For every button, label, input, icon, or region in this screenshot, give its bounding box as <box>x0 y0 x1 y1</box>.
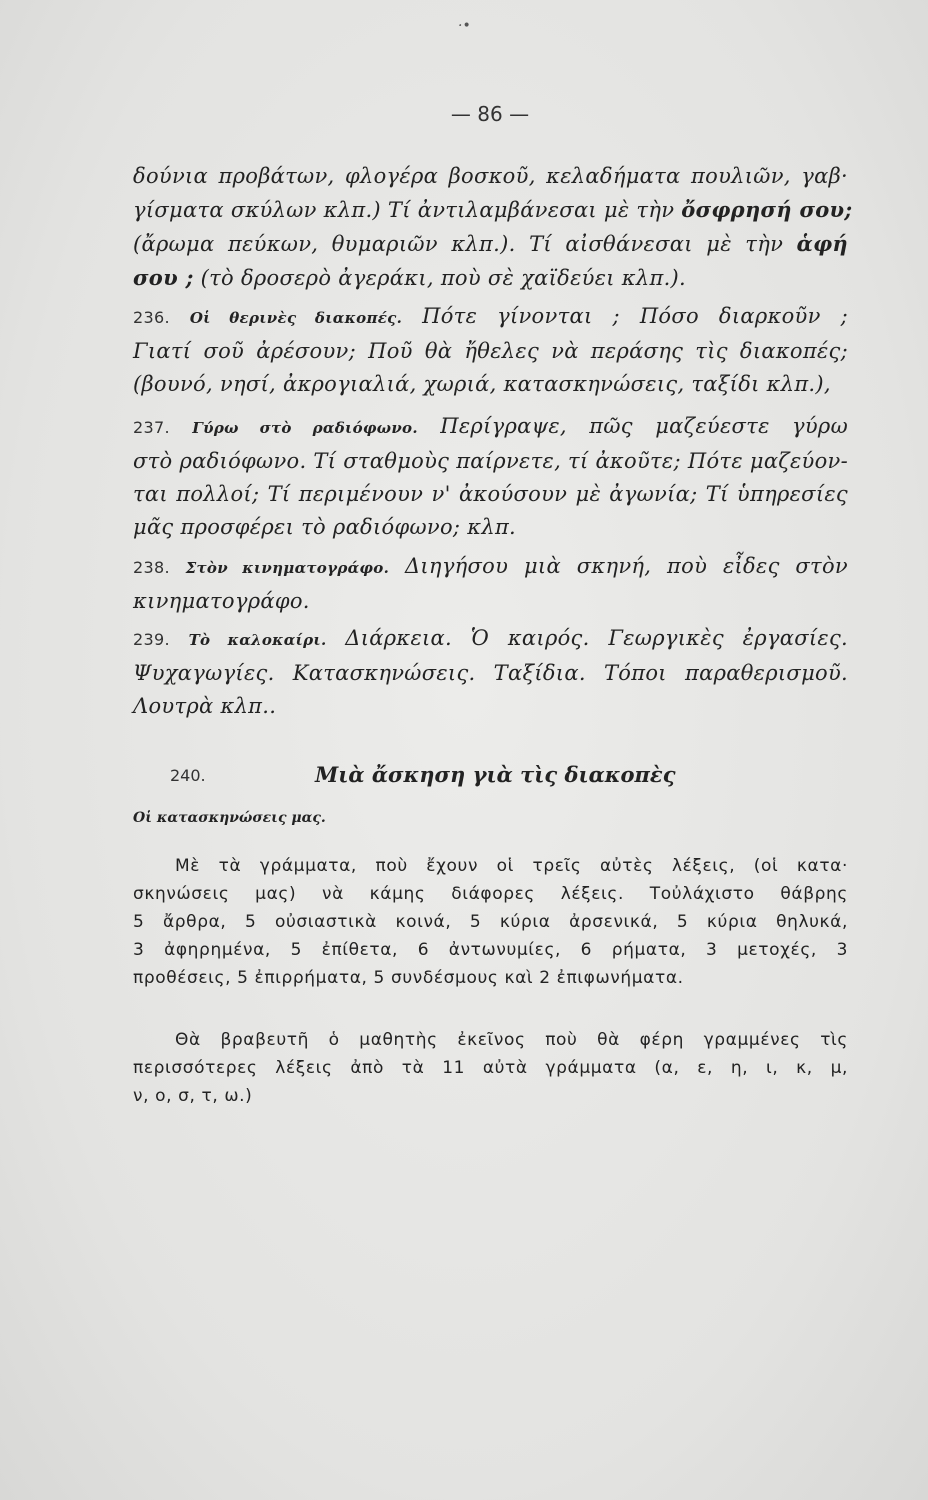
exercise-line: προθέσεις, 5 ἐπιρρήματα, 5 συνδέσμους καὶ 2 ἐπιφωνήματα. <box>133 968 684 988</box>
exercise-subtitle: Οἱ κατασκηνώσεις μας. <box>133 810 326 826</box>
intro-line: σου ; (τὸ δροσερὸ ἀγεράκι, ποὺ σὲ χαϊδεύει κλπ.). <box>133 265 687 290</box>
exercise-line: 3 ἀφηρημένα, 5 ἐπίθετα, 6 ἀντωνυμίες, 6 ρήματα, 3 μετοχές, 3 <box>133 940 848 960</box>
exercise-title: Μιὰ ἄσκηση γιὰ τὶς διακοπὲς <box>315 762 676 787</box>
exercise-paragraph-1 <box>133 852 848 992</box>
exercise-number: 240. <box>170 766 206 785</box>
top-mark: ·• <box>458 18 471 34</box>
exercise-line: περισσότερες λέξεις ἀπὸ τὰ 11 αὐτὰ γράμματα (α, ε, η, ι, κ, μ, <box>133 1058 848 1078</box>
item-line: μᾶς προσφέρει τὸ ραδιόφωνο; κλπ. <box>133 515 517 539</box>
exercise-paragraph-2 <box>133 1026 848 1110</box>
exercise-line: 5 ἄρθρα, 5 οὐσιαστικὰ κοινά, 5 κύρια ἀρσενικά, 5 κύρια θηλυκά, <box>133 912 848 932</box>
item-236: 236. Οἱ θερινὲς διακοπές. Πότε γίνονται ; Πόσο διαρκοῦν ; Γιατί σοῦ ἀρέσουν; Ποῦ θὰ ἤθελες νὰ περάσης τὶς διακοπές; (βουνό, νησί, ἀκρογιαλιά, χωριά, κατασκηνώσεις, ταξίδι κλπ.), <box>133 300 848 401</box>
exercise-line: Μὲ τὰ γράμματα, ποὺ ἔχουν οἱ τρεῖς αὐτὲς λέξεις, (οἱ κατα· <box>175 856 848 876</box>
item-line: Ψυχαγωγίες. Κατασκηνώσεις. Ταξίδια. Τόποι παραθερισμοῦ. <box>133 661 848 685</box>
item-237: 237. Γύρω στὸ ραδιόφωνο. Περίγραψε, πῶς μαζεύεστε γύρω στὸ ραδιόφωνο. Τί σταθμοὺς παίρνετε, τί ἀκοῦτε; Πότε μαζεύον- ται πολλοί; Τί περιμένουν ν' ἀκούσουν μὲ ἀγωνία; Τί ὑπηρεσίες μᾶς προσφέρει τὸ ραδιόφωνο; κλπ. <box>133 410 848 544</box>
bold-term: ἁφή <box>796 231 848 256</box>
exercise-header <box>170 762 770 787</box>
item-line: (βουνό, νησί, ἀκρογιαλιά, χωριά, κατασκηνώσεις, ταξίδι κλπ.), <box>133 372 831 396</box>
intro-paragraph <box>133 160 853 295</box>
intro-line: δούνια προβάτων, φλογέρα βοσκοῦ, κελαδήματα πουλιῶν, γαβ· <box>133 164 848 188</box>
item-heading: Γύρω στὸ ραδιόφωνο. <box>192 419 418 437</box>
item-line: στὸ ραδιόφωνο. Τί σταθμοὺς παίρνετε, τί ἀκοῦτε; Πότε μαζεύον- <box>133 449 849 473</box>
bold-term: σου ; <box>133 265 194 290</box>
item-238: 238. Στὸν κινηματογράφο. Διηγήσου μιὰ σκηνή, ποὺ εἶδες στὸν κινηματογράφο. <box>133 550 848 618</box>
item-line: Λουτρὰ κλπ.. <box>133 694 277 718</box>
item-line: κινηματογράφο. <box>133 589 310 613</box>
item-heading: Τὸ καλοκαίρι. <box>188 631 327 649</box>
bold-term: ὄσφρησή σου; <box>681 197 853 222</box>
item-number: 239. <box>133 630 170 649</box>
item-heading: Στὸν κινηματογράφο. <box>185 559 390 577</box>
item-number: 237. <box>133 418 170 437</box>
item-line: ται πολλοί; Τί περιμένουν ν' ἀκούσουν μὲ ἀγωνία; Τί ὑπηρεσίες <box>133 482 848 506</box>
item-number: 236. <box>133 308 170 327</box>
exercise-line: Θὰ βραβευτῆ ὁ μαθητὴς ἐκεῖνος ποὺ θὰ φέρη γραμμένες τὶς <box>175 1030 848 1050</box>
item-line: Γιατί σοῦ ἀρέσουν; Ποῦ θὰ ἤθελες νὰ περάσης τὶς διακοπές; <box>133 339 848 363</box>
exercise-line: ν, ο, σ, τ, ω.) <box>133 1086 253 1106</box>
item-number: 238. <box>133 558 170 577</box>
intro-line: (ἄρωμα πεύκων, θυμαριῶν κλπ.). Τί αἰσθάνεσαι μὲ τὴν ἁφή <box>133 231 848 256</box>
page-number: — 86 — <box>450 102 530 126</box>
exercise-line: σκηνώσεις μας) νὰ κάμης διάφορες λέξεις. Τοὐλάχιστο θάβρης <box>133 884 848 904</box>
item-heading: Οἱ θερινὲς διακοπές. <box>189 309 403 327</box>
item-239: 239. Τὸ καλοκαίρι. Διάρκεια. Ὁ καιρός. Γεωργικὲς ἐργασίες. Ψυχαγωγίες. Κατασκηνώσεις. Ταξίδια. Τόποι παραθερισμοῦ. Λουτρὰ κλπ.. <box>133 622 848 723</box>
intro-line: γίσματα σκύλων κλπ.) Τί ἀντιλαμβάνεσαι μὲ τὴν ὄσφρησή σου; <box>133 197 853 222</box>
